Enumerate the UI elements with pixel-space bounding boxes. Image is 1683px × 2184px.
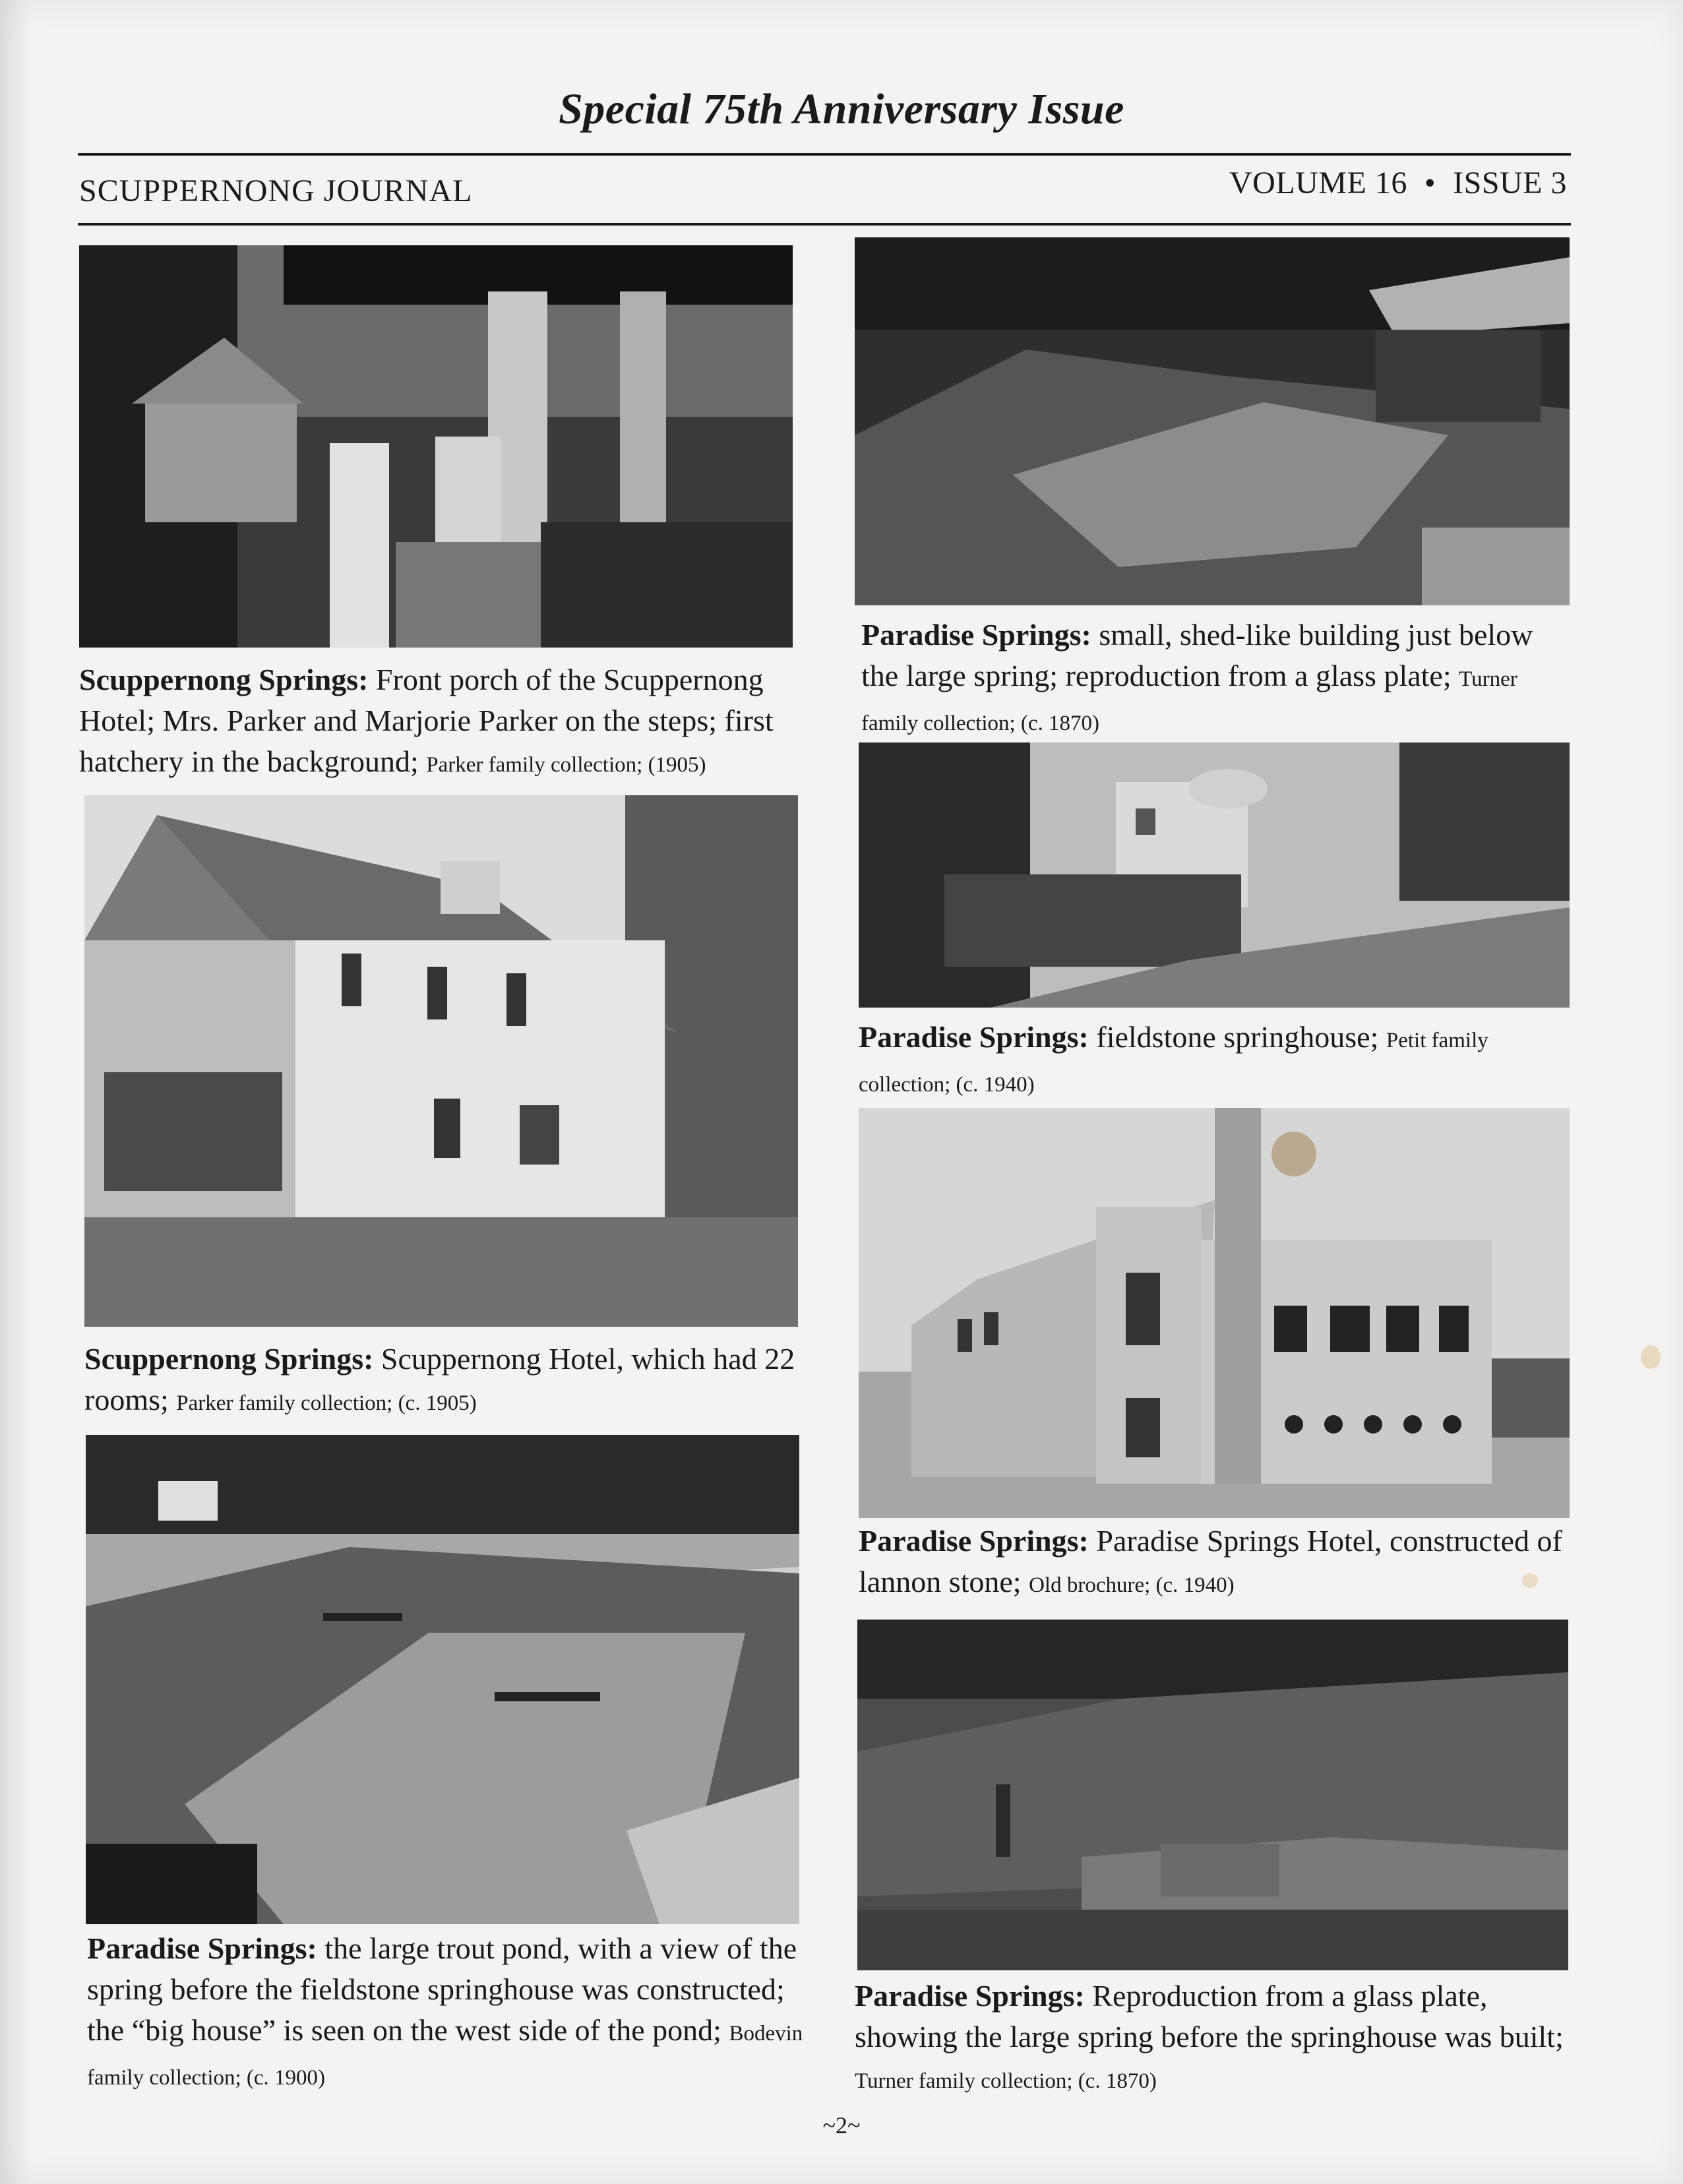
header-rule-bottom: [78, 223, 1571, 226]
caption-credit: Turner family collection; (c. 1870): [861, 667, 1517, 735]
volume-issue: [1229, 165, 1567, 201]
photo-paradise-springs-hotel: [859, 1108, 1570, 1518]
photo-fieldstone-springhouse: [859, 743, 1570, 1008]
caption-place: Paradise Springs:: [859, 1524, 1089, 1558]
caption-fieldstone-springhouse: [859, 1017, 1564, 1105]
caption-place: Scuppernong Springs:: [79, 663, 369, 696]
caption-place: Paradise Springs:: [87, 1931, 317, 1965]
caption-large-spring: [855, 1976, 1574, 2102]
journal-name: SCUPPERNONG JOURNAL: [79, 173, 473, 208]
caption-text: small, shed-like building just below the large spring; reproduction from a glass plate;: [861, 618, 1533, 692]
volume-label: VOLUME 16: [1229, 166, 1407, 200]
caption-credit: Parker family collection; (c. 1905): [176, 1391, 477, 1415]
caption-hotel-porch: [79, 659, 831, 785]
photo-scuppernong-hotel: [84, 795, 798, 1327]
caption-shed-building: [861, 615, 1560, 744]
caption-text: Front porch of the Scuppernong Hotel; Mrs. Parker and Marjorie Parker on the steps; first hatchery in the background;: [79, 663, 774, 778]
bullet-separator: •: [1424, 166, 1436, 200]
caption-paradise-springs-hotel: [859, 1521, 1571, 1606]
page-fold-shadow: [0, 0, 32, 2184]
issue-title: Special 75th Anniversary Issue: [559, 85, 1124, 133]
caption-credit: Petit family collection; (c. 1940): [859, 1029, 1488, 1097]
caption-place: Paradise Springs:: [859, 1020, 1089, 1054]
caption-credit: Old brochure; (c. 1940): [1029, 1573, 1235, 1597]
caption-trout-pond: [87, 1928, 812, 2098]
photo-hotel-porch: [79, 245, 793, 648]
caption-place: Paradise Springs:: [855, 1979, 1085, 2013]
header-rule-top: [78, 153, 1571, 156]
caption-credit: Bodevin family collection; (c. 1900): [87, 2022, 803, 2090]
caption-credit: Parker family collection; (1905): [426, 753, 706, 777]
paper-stain: [1522, 1573, 1538, 1588]
caption-credit: Turner family collection; (c. 1870): [855, 2069, 1157, 2093]
caption-text: Paradise Springs Hotel, constructed of lannon stone;: [859, 1524, 1562, 1598]
caption-scuppernong-hotel: [84, 1339, 823, 1424]
caption-text: the large trout pond, with a view of the spring before the fieldstone springhouse was constructed; the “big house” is seen on the west side of the pond;: [87, 1931, 797, 2047]
caption-text: Reproduction from a glass plate, showing the large spring before the springhouse was built;: [855, 1979, 1564, 2053]
page-number: ~2~: [822, 2112, 861, 2138]
caption-text: Scuppernong Hotel, which had 22 rooms;: [84, 1342, 795, 1416]
photo-large-spring: [857, 1620, 1568, 1970]
caption-text: fieldstone springhouse;: [1096, 1020, 1379, 1054]
photo-trout-pond: [86, 1435, 799, 1924]
caption-place: Paradise Springs:: [861, 618, 1091, 652]
photo-shed-building: [855, 237, 1570, 605]
paper-stain: [1641, 1345, 1661, 1369]
caption-place: Scuppernong Springs:: [84, 1342, 374, 1376]
issue-label: ISSUE 3: [1453, 166, 1567, 200]
